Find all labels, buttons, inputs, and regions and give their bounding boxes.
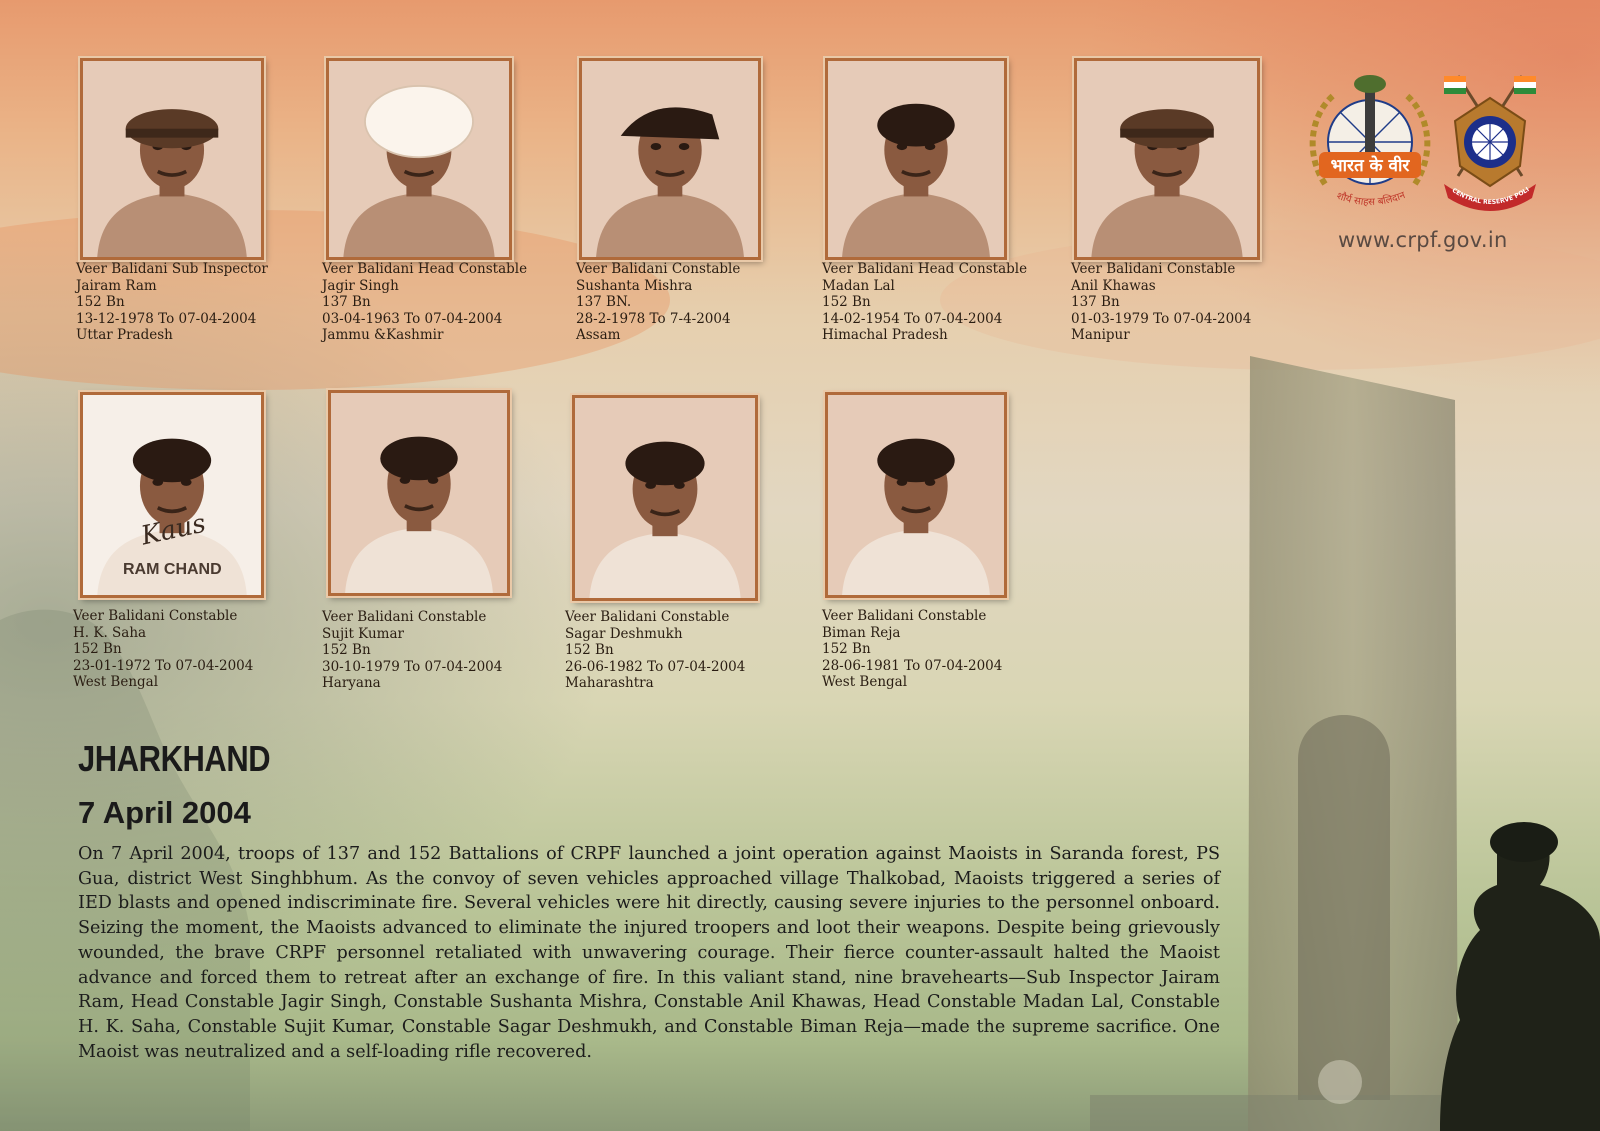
martyr-rank: Veer Balidani Sub Inspector [76,261,268,277]
martyr-photo [579,58,761,260]
martyr-state: West Bengal [73,674,159,691]
martyr-photo [80,392,264,598]
martyr-unit: 137 Bn [322,294,371,311]
martyr-caption [565,609,745,692]
martyr-unit: 152 Bn [822,294,871,311]
martyr-rank: Veer Balidani Head Constable [322,261,528,277]
emblem-text: भारत के वीर [1330,156,1410,176]
martyr-caption [73,608,253,691]
bharat-ke-veer-emblem [1305,64,1435,224]
martyr-state: Himachal Pradesh [822,327,948,344]
martyr-photo [326,58,512,260]
martyr-rank: Veer Balidani Constable [73,608,238,624]
martyr-unit: 137 Bn [1071,294,1120,311]
martyr-caption [822,608,1002,691]
martyr-name: Jagir Singh [322,277,399,294]
martyr-dates: 14-02-1954 To 07-04-2004 [822,310,1003,327]
martyr-caption [1071,261,1251,344]
martyr-unit: 152 Bn [565,642,614,659]
website-url[interactable]: www.crpf.gov.in [1338,228,1508,252]
martyr-photo [80,58,264,260]
martyr-dates: 03-04-1963 To 07-04-2004 [322,310,503,327]
photo-stamp: RAM CHAND [123,561,222,578]
martyr-state: West Bengal [822,674,908,691]
martyr-caption [322,609,502,692]
martyr-state: Uttar Pradesh [76,327,173,344]
martyr-state: Jammu &Kashmir [322,327,444,344]
martyr-dates: 30-10-1979 To 07-04-2004 [322,658,503,675]
martyr-photo [825,58,1007,260]
martyr-caption [822,261,1027,344]
martyr-name: Sujit Kumar [322,625,404,642]
martyr-name: Sushanta Mishra [576,277,693,294]
martyr-dates: 01-03-1979 To 07-04-2004 [1071,310,1252,327]
martyr-state: Haryana [322,675,381,692]
martyr-rank: Veer Balidani Constable [1071,261,1236,277]
martyr-state: Manipur [1071,327,1130,344]
martyr-name: Jairam Ram [76,277,157,294]
martyr-dates: 26-06-1982 To 07-04-2004 [565,658,746,675]
martyr-caption [76,261,268,344]
martyr-rank: Veer Balidani Head Constable [822,261,1028,277]
martyr-dates: 28-06-1981 To 07-04-2004 [822,657,1003,674]
martyr-dates: 13-12-1978 To 07-04-2004 [76,310,257,327]
crpf-badge [1440,66,1540,216]
martyr-dates: 23-01-1972 To 07-04-2004 [73,657,254,674]
emblem-motto: शौर्य साहस बलिदान [1335,189,1407,209]
martyr-unit: 137 BN. [576,294,632,311]
martyr-caption [322,261,527,344]
martyr-name: Anil Khawas [1071,277,1156,294]
martyr-rank: Veer Balidani Constable [322,609,487,625]
martyr-state: Maharashtra [565,675,654,692]
martyr-unit: 152 Bn [76,294,125,311]
martyr-caption [576,261,740,344]
crpf-badge-text: CENTRAL RESERVE POLI [1450,186,1531,207]
martyr-state: Assam [576,327,621,344]
martyr-photo [328,390,510,596]
martyr-unit: 152 Bn [322,642,371,659]
incident-story: On 7 April 2004, troops of 137 and 152 Battalions of CRPF launched a joint operation against Maoists in Saranda forest, PS Gua, district West Singhbhum. As the convoy of seven vehicles approached village Thalkobad, Maoists triggered a series of IED blasts and opened indiscriminate fire. Several vehicles were hit directly, causing severe injuries to the personnel onboard. Seizing the moment, the Maoists advanced to eliminate the injured troopers and loot their weapons. Despite being grievously wounded, the brave CRPF personnel retaliated with unwavering courage. Their fierce counter-assault halted the Maoist advance and forced them to retreat after an exchange of fire. In this valiant stand, nine bravehearts—Sub Inspector Jairam Ram, Head Constable Jagir Singh, Constable Sushanta Mishra, Constable Anil Khawas, Head Constable Madan Lal, Constable H. K. Saha, Constable Sujit Kumar, Constable Sagar Deshmukh, and Constable Biman Reja—made the supreme sacrifice. One Maoist was neutralized and a self-loading rifle recovered. [78,844,1220,1062]
martyr-unit: 152 Bn [822,641,871,658]
martyr-unit: 152 Bn [73,641,122,658]
martyr-dates: 28-2-1978 To 7-4-2004 [576,310,731,327]
state-heading: JHARKHAND [78,738,271,779]
martyr-photo [1074,58,1260,260]
martyr-rank: Veer Balidani Constable [822,608,987,624]
martyr-name: Biman Reja [822,624,901,641]
martyr-rank: Veer Balidani Constable [565,609,730,625]
martyr-photo [825,392,1007,598]
martyr-photo [572,395,758,601]
date-heading: 7 April 2004 [78,795,251,830]
photo-signature: Kaus [138,508,209,552]
martyr-name: Madan Lal [822,277,895,294]
martyr-rank: Veer Balidani Constable [576,261,741,277]
martyr-name: H. K. Saha [73,624,147,641]
martyr-name: Sagar Deshmukh [565,625,683,642]
